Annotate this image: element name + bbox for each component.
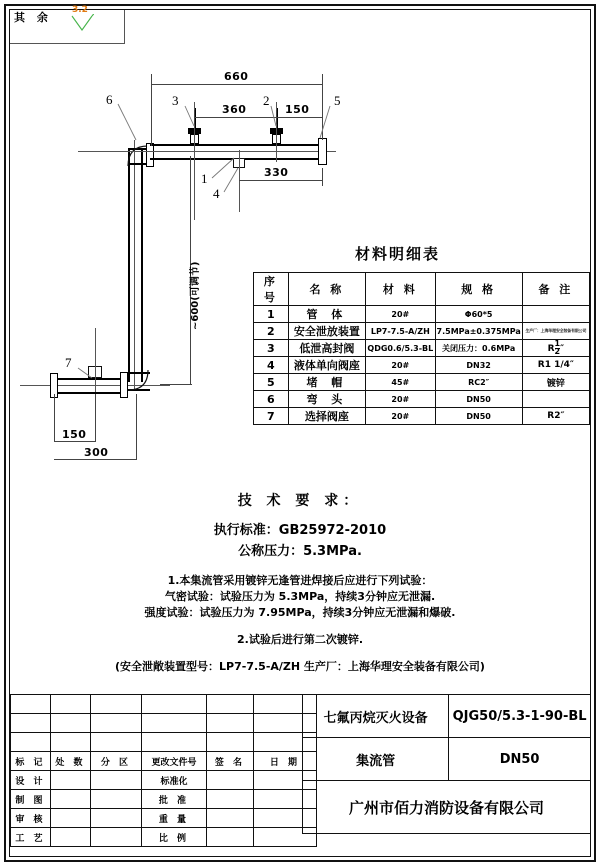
tech-standard: 执行标准：GB25972-2010 — [213, 523, 387, 538]
cell-name: 堵 帽 — [288, 374, 365, 391]
item7-centerline — [95, 328, 96, 392]
cell-remark: 镀锌 — [522, 374, 589, 391]
dim-660: 660 — [224, 70, 249, 83]
surface-finish-triangle-icon — [70, 14, 94, 32]
rev-cell — [207, 695, 254, 714]
header-remark: 备 注 — [522, 273, 589, 306]
role-drafting: 制 图 — [11, 790, 51, 809]
rev-cell — [142, 733, 207, 752]
manifold-pipe-top-wall — [150, 144, 322, 146]
technical-requirements — [16, 490, 584, 674]
rev-cell — [51, 733, 91, 752]
product-name: 七氟丙烷灭火设备 — [303, 695, 449, 738]
base-elbow-curve-icon — [126, 368, 154, 394]
title-block — [10, 694, 591, 857]
base-pipe-top-wall — [56, 378, 128, 380]
rev-cell — [91, 714, 142, 733]
tech-item-1: 1.本集流管采用镀锌无逢管进焊接后应进行下列试验： — [167, 574, 433, 587]
cell-material: QDG0.6/5.3-BL — [366, 340, 435, 357]
remark-inch-mark: ″ — [560, 343, 565, 354]
cell-no: 5 — [254, 374, 289, 391]
scale-value-cell[interactable] — [207, 828, 254, 847]
balloon-7: 7 — [65, 355, 72, 370]
cell-name: 液体单向阀座 — [288, 357, 365, 374]
tech-spacer-3 — [16, 647, 584, 658]
table-header-row — [254, 273, 590, 306]
cell-remark — [522, 340, 589, 357]
cell-spec: DN32 — [435, 357, 522, 374]
role-design: 设 计 — [11, 771, 51, 790]
cell-remark: 生产厂：上海华理安全装备有限公司 — [522, 323, 589, 340]
rev-cell — [11, 733, 51, 752]
draft-date-cell[interactable] — [91, 790, 142, 809]
revision-table — [10, 694, 317, 847]
manifold-centerline — [78, 151, 336, 152]
header-no: 序 号 — [254, 273, 289, 306]
cell-material: 20# — [366, 357, 435, 374]
design-sign-cell[interactable] — [51, 771, 91, 790]
role-approval: 批 准 — [142, 790, 207, 809]
tech-item-1a: 气密试验：试验压力为 5.3MPa，持续3分钟应无泄漏. — [164, 590, 436, 603]
dim300-line — [54, 459, 136, 460]
table-row — [254, 323, 590, 340]
cell-name: 安全泄放装置 — [288, 323, 365, 340]
cell-spec: 关闭压力：0.6MPa — [435, 340, 522, 357]
fraction-denominator: 2 — [554, 346, 561, 356]
balloon-5: 5 — [334, 93, 341, 108]
label-scale: 比 例 — [142, 828, 207, 847]
dim-300-base: 300 — [84, 446, 109, 459]
cell-material: 20# — [366, 306, 435, 323]
dim-vertical-600: ~600(可调节) — [190, 261, 201, 330]
dim150-line — [276, 117, 322, 118]
rev-cell — [51, 714, 91, 733]
approve-sign-cell[interactable] — [207, 790, 254, 809]
cell-name: 选择阀座 — [288, 408, 365, 425]
rev-header-mark: 标 记 — [11, 752, 51, 771]
dim300-ext-right — [136, 394, 137, 460]
header-spec: 规 格 — [435, 273, 522, 306]
materials-table-title: 材料明细表 — [355, 245, 441, 263]
dim150b-ext-left — [54, 394, 55, 442]
rev-blank-row — [11, 733, 317, 752]
rev-header-sign: 签 名 — [207, 752, 254, 771]
cell-material: LP7-7.5-A/ZH — [366, 323, 435, 340]
cell-material: 45# — [366, 374, 435, 391]
tech-spacer-2 — [16, 620, 584, 631]
signature-row — [11, 809, 317, 828]
rev-header-date: 日 期 — [254, 752, 317, 771]
dim660-line — [151, 84, 322, 85]
rev-cell — [207, 714, 254, 733]
cell-spec: 7.5MPa±0.375MPa — [435, 323, 522, 340]
rev-cell — [51, 695, 91, 714]
item4-centerline — [239, 150, 240, 212]
dim330-line — [239, 180, 322, 181]
cell-remark — [522, 306, 589, 323]
cell-no: 7 — [254, 408, 289, 425]
cell-spec: DN50 — [435, 391, 522, 408]
table-row — [254, 340, 590, 357]
signature-row — [11, 790, 317, 809]
cell-spec: Φ60*5 — [435, 306, 522, 323]
dim-150-top: 150 — [285, 103, 310, 116]
fraction-numerator: 1 — [554, 338, 561, 348]
materials-table — [253, 272, 590, 425]
cell-no: 4 — [254, 357, 289, 374]
base-pipe-bottom-wall — [56, 392, 128, 394]
cell-remark: R1 1/4″ — [522, 357, 589, 374]
signature-row — [11, 828, 317, 847]
rev-blank-row — [11, 695, 317, 714]
rev-cell — [91, 733, 142, 752]
rev-header-row — [11, 752, 317, 771]
table-row — [254, 306, 590, 323]
rev-blank-row — [11, 714, 317, 733]
rev-cell — [91, 695, 142, 714]
company-name: 广州市佰力消防设备有限公司 — [303, 781, 591, 834]
table-row — [254, 391, 590, 408]
balloon-3: 3 — [172, 93, 179, 108]
rev-cell — [11, 695, 51, 714]
size-code: DN50 — [449, 738, 591, 781]
label-weight: 重 量 — [142, 809, 207, 828]
rev-cell — [142, 695, 207, 714]
tech-item-3: (安全泄敞装置型号：LP7-7.5-A/ZH 生产厂：上海华理安全装备有限公司) — [115, 660, 485, 673]
surface-finish-value: 3.2 — [72, 5, 88, 15]
weight-value-cell[interactable] — [207, 809, 254, 828]
role-review: 审 核 — [11, 809, 51, 828]
dim150b-line — [54, 441, 95, 442]
role-standardization: 标准化 — [142, 771, 207, 790]
header-name: 名 称 — [288, 273, 365, 306]
table-row — [254, 357, 590, 374]
cell-material: 20# — [366, 391, 435, 408]
cell-no: 3 — [254, 340, 289, 357]
rev-cell — [142, 714, 207, 733]
signature-row — [11, 771, 317, 790]
role-process: 工 艺 — [11, 828, 51, 847]
dim360-line — [194, 117, 276, 118]
draft-sign-cell[interactable] — [51, 790, 91, 809]
cell-name: 低泄高封阀 — [288, 340, 365, 357]
riser-centerline — [134, 140, 135, 390]
dim-150-base: 150 — [62, 428, 87, 441]
cell-spec: RC2″ — [435, 374, 522, 391]
cell-remark: R2″ — [522, 408, 589, 425]
end-cap-item5 — [318, 138, 327, 165]
cell-spec: DN50 — [435, 408, 522, 425]
rev-header-zone: 分 区 — [91, 752, 142, 771]
process-date-cell[interactable] — [91, 828, 142, 847]
part-row — [303, 738, 591, 781]
dim660-ext-right — [322, 74, 323, 140]
review-sign-cell[interactable] — [51, 809, 91, 828]
tech-nominal-pressure: 公称压力：5.3MPa. — [238, 544, 362, 559]
cell-no: 1 — [254, 306, 289, 323]
balloon-1: 1 — [201, 171, 208, 186]
surface-finish-label: 其 余 — [14, 11, 52, 24]
cell-remark — [522, 391, 589, 408]
identification-table — [302, 694, 591, 834]
rev-header-qty: 处 数 — [51, 752, 91, 771]
riser-pipe-right-wall — [141, 150, 143, 382]
cell-no: 2 — [254, 323, 289, 340]
dim150b-ext-mid — [95, 394, 96, 442]
cell-name: 弯 头 — [288, 391, 365, 408]
balloon-2: 2 — [263, 93, 270, 108]
dim-330: 330 — [264, 166, 289, 179]
cell-no: 6 — [254, 391, 289, 408]
header-material: 材 料 — [366, 273, 435, 306]
drawing-code: QJG50/5.3-1-90-BL — [449, 695, 591, 738]
process-sign-cell[interactable] — [51, 828, 91, 847]
dim360-ext-left — [194, 110, 195, 124]
table-row — [254, 374, 590, 391]
dim330-ext-right — [322, 168, 323, 186]
tech-item-1b: 强度试验：试验压力为 7.95MPa，持续3分钟应无泄漏和爆破. — [144, 606, 456, 619]
design-date-cell[interactable] — [91, 771, 142, 790]
review-date-cell[interactable] — [91, 809, 142, 828]
part-name: 集流管 — [303, 738, 449, 781]
riser-pipe-left-wall — [128, 150, 130, 382]
table-row — [254, 408, 590, 425]
rev-cell — [11, 714, 51, 733]
tech-item-2: 2.试验后进行第二次镀锌. — [236, 633, 363, 646]
cell-material: 20# — [366, 408, 435, 425]
product-row — [303, 695, 591, 738]
elbow-flange — [146, 143, 154, 167]
tech-heading: 技 术 要 求： — [237, 493, 363, 509]
balloon-4: 4 — [213, 186, 220, 201]
cell-name: 管 体 — [288, 306, 365, 323]
company-row — [303, 781, 591, 834]
rev-header-docno: 更改文件号 — [142, 752, 207, 771]
tech-spacer — [16, 561, 584, 572]
remark-thread-letter: R — [547, 343, 555, 354]
std-sign-cell[interactable] — [207, 771, 254, 790]
balloon-6: 6 — [106, 92, 113, 107]
rev-cell — [207, 733, 254, 752]
dim-360: 360 — [222, 103, 247, 116]
